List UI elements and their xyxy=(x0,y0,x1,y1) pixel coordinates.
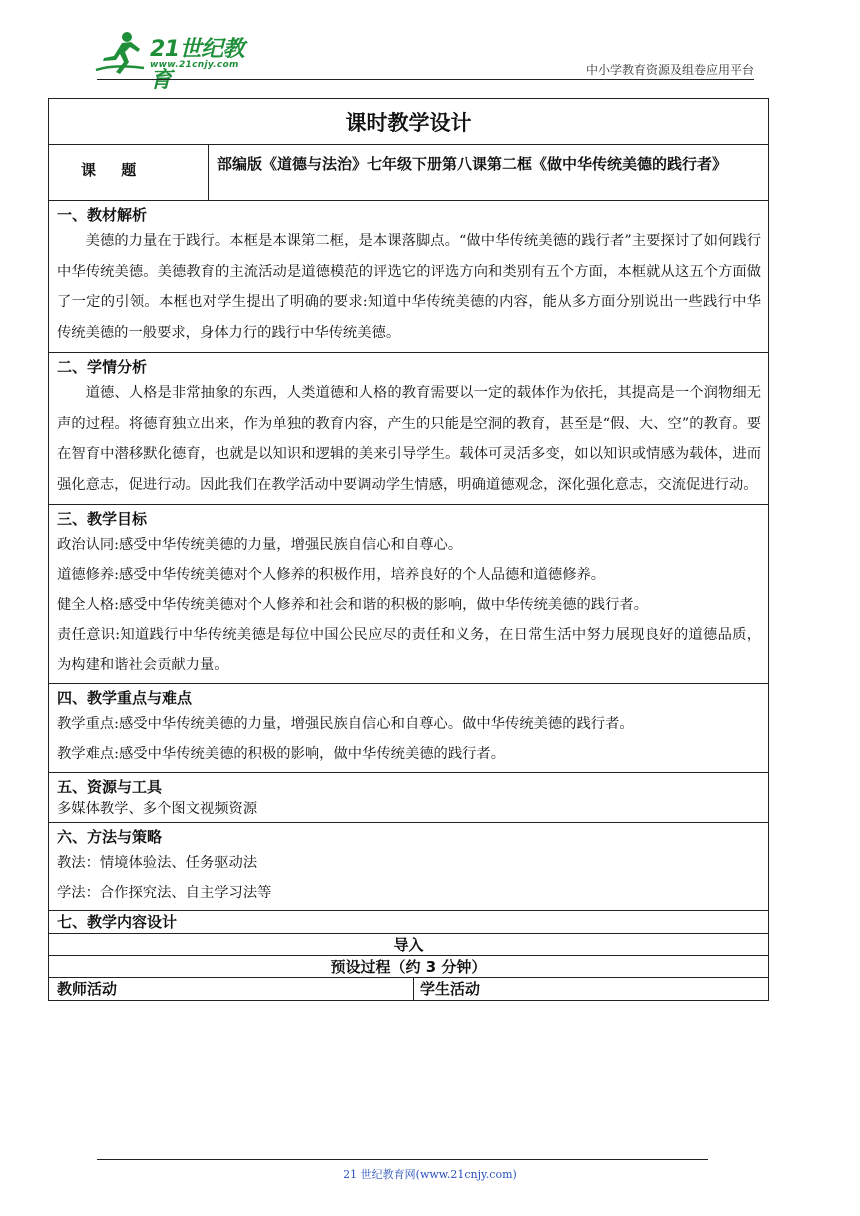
section-heading: 七、教学内容设计 xyxy=(57,913,178,931)
section-teaching-goals xyxy=(49,505,768,684)
section-text: 道德、人格是非常抽象的东西，人类道德和人格的教育需要以一定的载体作为依托，其提高是一个润物细无声的过程。将德育独立出来，作为单独的教育内容，产生的只能是空洞的教育，甚至是“假、大、空”的教育。要在智育中潜移默化德育，也就是以知识和逻辑的美来引导学生。载体可灵活多变，如以知识或情感为载体，进而强化意志，促进行动。因此我们在教学活动中要调动学生情感，明确道德观念，深化强化意志，交流促进行动。 xyxy=(57,385,761,493)
section-heading: 二、学情分析 xyxy=(57,358,148,376)
goal-item: 道德修养:感受中华传统美德对个人修养的积极作用，培养良好的个人品德和道德修养。 xyxy=(57,567,606,583)
resources-text: 多媒体教学、多个图文视频资源 xyxy=(57,801,258,817)
student-activity-header: 学生活动 xyxy=(420,980,481,998)
section-heading: 四、教学重点与难点 xyxy=(57,689,193,707)
lesson-plan-table xyxy=(48,98,769,1001)
section-heading: 三、教学目标 xyxy=(57,510,148,528)
activity-header-row xyxy=(49,978,768,1000)
section-student-analysis xyxy=(49,353,768,505)
method-item: 教法：情境体验法、任务驱动法 xyxy=(57,855,258,871)
section-heading: 一、教材解析 xyxy=(57,206,148,224)
header-divider xyxy=(97,79,754,80)
topic-label: 课 题 xyxy=(49,145,209,200)
goal-item: 责任意识:知道践行中华传统美德是每位中国公民应尽的责任和义务，在日常生活中努力展现良好的道德品质，为构建和谐社会贡献力量。 xyxy=(57,627,761,673)
topic-value: 部编版《道德与法治》七年级下册第八课第二框《做中华传统美德的践行者》 xyxy=(217,155,728,173)
method-item: 学法：合作探究法、自主学习法等 xyxy=(57,885,272,901)
platform-label: 中小学教育资源及组卷应用平台 xyxy=(585,63,754,77)
teacher-activity-header: 教师活动 xyxy=(49,978,414,1000)
key-point-item: 教学重点:感受中华传统美德的力量，增强民族自信心和自尊心。做中华传统美德的践行者。 xyxy=(57,716,634,732)
logo-text: 21世纪教育 xyxy=(150,37,245,93)
section-key-points xyxy=(49,684,768,773)
section-heading: 五、资源与工具 xyxy=(57,778,163,796)
process-label: 预设过程（约 3 分钟） xyxy=(49,956,768,978)
goal-item: 健全人格:感受中华传统美德对个人修养和社会和谐的积极的影响，做中华传统美德的践行者。 xyxy=(57,597,648,613)
intro-label: 导入 xyxy=(49,934,768,956)
topic-row xyxy=(49,145,768,201)
logo-url: www.21cnjy.com xyxy=(150,60,239,70)
section-content-design xyxy=(49,911,768,934)
section-methods xyxy=(49,823,768,911)
key-point-item: 教学难点:感受中华传统美德的积极的影响，做中华传统美德的践行者。 xyxy=(57,746,506,762)
logo xyxy=(94,30,264,93)
doc-title: 课时教学设计 xyxy=(49,99,768,145)
section-material-analysis xyxy=(49,201,768,353)
section-text: 美德的力量在于践行。本框是本课第二框，是本课落脚点。“做中华传统美德的践行者”主要探讨了如何践行中华传统美德。美德教育的主流活动是道德模范的评选它的评选方向和类别有五个方面，本框就从这五个方面做了一定的引领。本框也对学生提出了明确的要求:知道中华传统美德的内容，能从多方面分别说出一些践行中华传统美德的一般要求，身体力行的践行中华传统美德。 xyxy=(57,233,761,341)
footer-text: 21 世纪教育网(www.21cnjy.com) xyxy=(343,1168,517,1181)
page-header xyxy=(0,0,860,93)
footer-divider xyxy=(97,1159,708,1160)
runner-logo-icon xyxy=(94,30,148,76)
section-heading: 六、方法与策略 xyxy=(57,828,163,846)
goal-item: 政治认同:感受中华传统美德的力量，增强民族自信心和自尊心。 xyxy=(57,537,463,553)
section-resources xyxy=(49,773,768,823)
